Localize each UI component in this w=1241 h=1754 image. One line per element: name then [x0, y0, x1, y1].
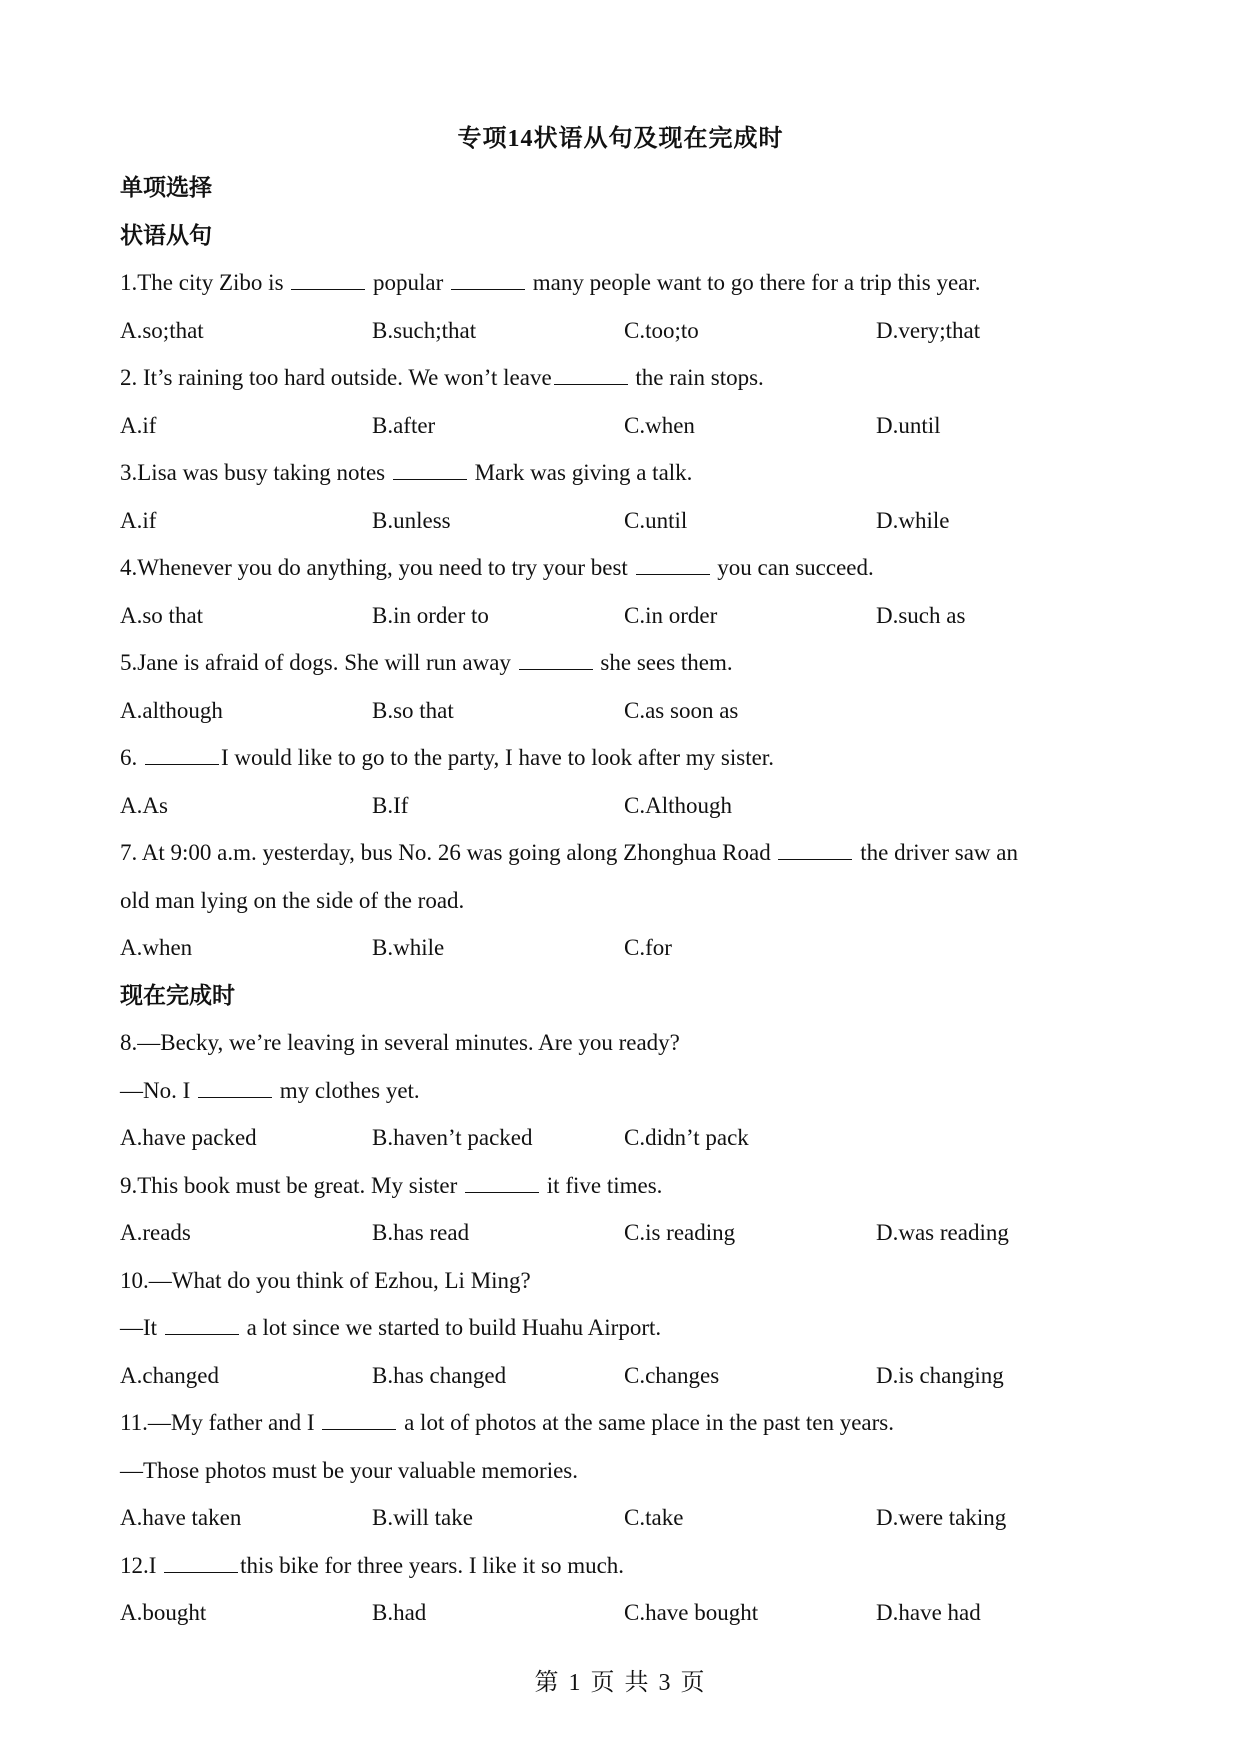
answer-blank — [554, 368, 628, 385]
options-6 — [120, 782, 1140, 830]
options-12 — [120, 1589, 1140, 1637]
option-d: D.was reading — [876, 1220, 1009, 1245]
option-a: A.although — [120, 697, 223, 723]
question-12: 12.I this bike for three years. I like it so much. — [120, 1552, 625, 1578]
option-c: C.didn’t pack — [624, 1125, 749, 1150]
question-7: 7. At 9:00 a.m. yesterday, bus No. 26 was going along Zhonghua Road the driver saw an — [120, 840, 1018, 865]
question-4: 4.Whenever you do anything, you need to try your best you can succeed. — [120, 555, 874, 580]
answer-blank — [165, 1318, 239, 1335]
option-c: C.is reading — [624, 1220, 736, 1245]
option-b: B.had — [372, 1600, 427, 1625]
option-a: A.if — [120, 507, 157, 533]
option-c: C.Although — [624, 792, 732, 818]
question-6: 6. I would like to go to the party, I have to look after my sister. — [120, 745, 774, 770]
question-2: 2. It’s raining too hard outside. We won’t leave the rain stops. — [120, 365, 764, 390]
question-11: 11.—My father and I a lot of photos at the same place in the past ten years. — [120, 1410, 894, 1435]
option-b: B.while — [372, 935, 445, 960]
question-10-reply: —It a lot since we started to build Huahu Airport. — [120, 1315, 662, 1340]
option-c: C.take — [624, 1505, 684, 1530]
option-a: A.bought — [120, 1600, 207, 1625]
option-b: B.so that — [372, 697, 454, 723]
option-a: A.so that — [120, 602, 204, 628]
option-a: A.changed — [120, 1362, 219, 1388]
question-3: 3.Lisa was busy taking notes Mark was giving a talk. — [120, 460, 693, 485]
answer-blank — [291, 273, 365, 290]
question-11-reply: —Those photos must be your valuable memories. — [120, 1457, 579, 1483]
question-9: 9.This book must be great. My sister it five times. — [120, 1172, 663, 1198]
answer-blank — [778, 843, 852, 860]
option-d: D.very;that — [876, 317, 981, 343]
options-3 — [120, 497, 1140, 545]
answer-blank — [519, 653, 593, 670]
option-b: B.unless — [372, 507, 451, 533]
section-heading-perfect: 现在完成时 — [120, 982, 235, 1008]
option-b: B.haven’t packed — [372, 1125, 533, 1150]
option-d: D.have had — [876, 1600, 981, 1625]
answer-blank — [465, 1176, 539, 1193]
question-list — [120, 164, 1140, 1637]
options-4 — [120, 592, 1140, 640]
page-footer: 第 1 页 共 3 页 — [534, 1670, 707, 1696]
option-c: C.have bought — [624, 1600, 759, 1625]
option-a: A.so;that — [120, 317, 204, 343]
question-10: 10.—What do you think of Ezhou, Li Ming? — [120, 1267, 531, 1293]
options-10 — [120, 1352, 1140, 1400]
option-b: B.such;that — [372, 317, 477, 343]
answer-blank — [636, 558, 710, 575]
options-9 — [120, 1209, 1140, 1257]
option-c: C.as soon as — [624, 697, 739, 723]
option-a: A.if — [120, 412, 157, 438]
option-b: B.in order to — [372, 602, 489, 628]
answer-blank — [322, 1413, 396, 1430]
answer-blank — [451, 273, 525, 290]
option-a: A.reads — [120, 1220, 191, 1245]
option-c: C.changes — [624, 1362, 720, 1388]
option-b: B.after — [372, 412, 436, 438]
answer-blank — [145, 748, 219, 765]
option-d: D.while — [876, 507, 950, 533]
options-8 — [120, 1114, 1140, 1162]
option-c: C.until — [624, 507, 688, 533]
page-title: 专项14状语从句及现在完成时 — [457, 126, 784, 152]
question-7-continued: old man lying on the side of the road. — [120, 887, 465, 913]
option-d: D.such as — [876, 602, 966, 628]
option-c: C.when — [624, 412, 695, 438]
answer-blank — [164, 1556, 238, 1573]
options-11 — [120, 1494, 1140, 1542]
question-5: 5.Jane is afraid of dogs. She will run away she sees them. — [120, 650, 733, 675]
section-heading-adverbial: 状语从句 — [120, 222, 212, 248]
option-d: D.were taking — [876, 1505, 1007, 1530]
option-a: A.when — [120, 935, 193, 960]
option-b: B.If — [372, 792, 409, 818]
options-7 — [120, 924, 1140, 972]
option-c: C.too;to — [624, 317, 699, 343]
option-b: B.has read — [372, 1220, 470, 1245]
answer-blank — [393, 463, 467, 480]
option-d: D.is changing — [876, 1362, 1004, 1388]
question-8-reply: —No. I my clothes yet. — [120, 1077, 420, 1103]
option-c: C.in order — [624, 602, 718, 628]
option-c: C.for — [624, 935, 672, 960]
options-2 — [120, 402, 1140, 450]
options-1 — [120, 307, 1140, 355]
options-5 — [120, 687, 1140, 735]
question-8: 8.—Becky, we’re leaving in several minutes. Are you ready? — [120, 1030, 680, 1055]
answer-blank — [198, 1081, 272, 1098]
option-b: B.has changed — [372, 1362, 507, 1388]
option-d: D.until — [876, 412, 941, 438]
option-a: A.have packed — [120, 1125, 257, 1150]
option-a: A.As — [120, 792, 168, 818]
question-1: 1.The city Zibo is popular many people want to go there for a trip this year. — [120, 270, 981, 295]
section-heading-main: 单项选择 — [120, 175, 212, 200]
option-b: B.will take — [372, 1505, 473, 1530]
option-a: A.have taken — [120, 1505, 242, 1530]
